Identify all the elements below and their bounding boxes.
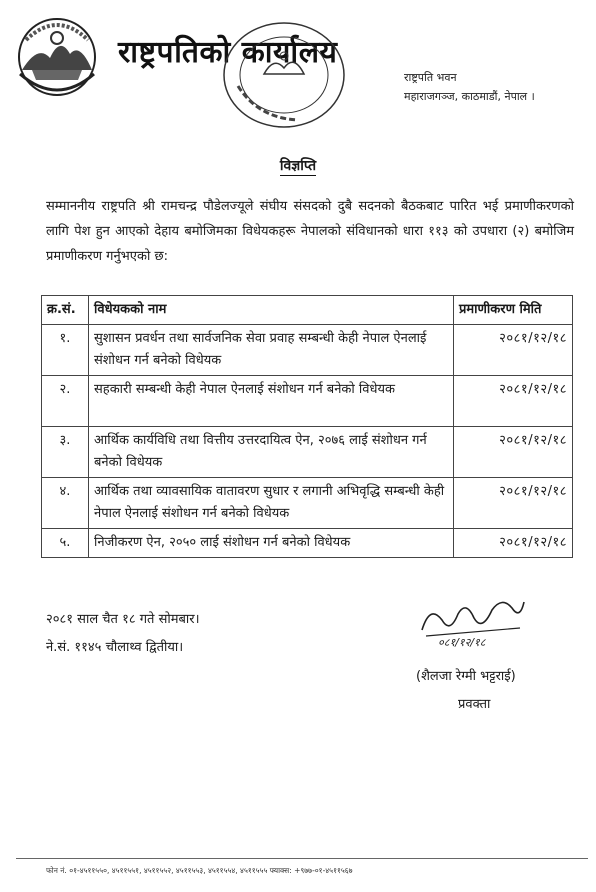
row-date: २०८१/१२/१८ [454, 529, 573, 558]
address-line-2: महाराजगञ्ज, काठमाडौं, नेपाल । [404, 90, 535, 103]
header-certification-date: प्रमाणीकरण मिति [454, 296, 573, 325]
bills-table [41, 295, 573, 558]
office-address [404, 68, 535, 106]
signature-image [416, 590, 528, 650]
signature-date: ०८१/१२/१८ [438, 636, 486, 649]
table-row [42, 478, 573, 529]
row-serial: २. [42, 376, 89, 427]
row-serial: १. [42, 325, 89, 376]
row-bill-name: आर्थिक तथा व्यावसायिक वातावरण सुधार र लगानी अभिवृद्धि सम्बन्धी केही नेपाल ऐनलाई संशोधन गर्न बनेको विधेयक [89, 478, 454, 529]
nepal-emblem-icon [8, 14, 106, 100]
issue-date-bs: २०८१ साल चैत १८ गते सोमबार। [46, 612, 200, 627]
signatory-name: (शैलजा रेग्मी भट्टराई) [416, 669, 516, 684]
contact-info: फोन नं. ०१-४५११५५०, ४५११५५१, ४५११५५२, ४५११५५३, ४५११५५४, ४५११५५५ फ्याक्स: +९७७-०१-४५११५६७ [46, 866, 353, 875]
row-date: २०८१/१२/१८ [454, 325, 573, 376]
address-line-1: राष्ट्रपति भवन [404, 71, 457, 84]
notice-intro: सम्माननीय राष्ट्रपति श्री रामचन्द्र पौडेलज्यूले संघीय संसदको दुबै सदनको बैठकबाट पारित भई प्रमाणीकरणको लागि पेश हुन आएको देहाय बमोजिमका विधेयकहरू नेपालको संविधानको धारा ११३ को उपधारा (२) बमोजिम प्रमाणीकरण गर्नुभएको छ: [46, 199, 574, 264]
issue-date-ns: ने.सं. ११४५ चौलाथ्व द्वितीया। [46, 640, 184, 655]
header-bill-name: विधेयकको नाम [89, 296, 454, 325]
footer-divider [16, 858, 588, 859]
table-row [42, 376, 573, 427]
table-row [42, 529, 573, 558]
signatory-designation: प्रवक्ता [458, 697, 491, 712]
table-row [42, 325, 573, 376]
row-bill-name: सुशासन प्रवर्धन तथा सार्वजनिक सेवा प्रवाह सम्बन्धी केही नेपाल ऐनलाई संशोधन गर्न बनेको विधेयक [89, 325, 454, 376]
table-row [42, 427, 573, 478]
row-bill-name: निजीकरण ऐन, २०५० लाई संशोधन गर्न बनेको विधेयक [89, 529, 454, 558]
row-date: २०८१/१२/१८ [454, 427, 573, 478]
header-serial: क्र.सं. [42, 296, 89, 325]
office-seal-icon [218, 16, 350, 134]
office-name: राष्ट्रपतिको कार्यालय [118, 35, 338, 70]
notice-title [0, 156, 596, 175]
row-serial: ४. [42, 478, 89, 529]
row-date: २०८१/१२/१८ [454, 478, 573, 529]
row-serial: ५. [42, 529, 89, 558]
row-bill-name: सहकारी सम्बन्धी केही नेपाल ऐनलाई संशोधन गर्न बनेको विधेयक [89, 376, 454, 427]
row-bill-name: आर्थिक कार्यविधि तथा वित्तीय उत्तरदायित्व ऐन, २०७६ लाई संशोधन गर्न बनेको विधेयक [89, 427, 454, 478]
issue-date [46, 606, 200, 662]
row-serial: ३. [42, 427, 89, 478]
notice-title-text: विज्ञप्ति [279, 158, 317, 174]
row-date: २०८१/१२/१८ [454, 376, 573, 427]
table-header-row [42, 296, 573, 325]
